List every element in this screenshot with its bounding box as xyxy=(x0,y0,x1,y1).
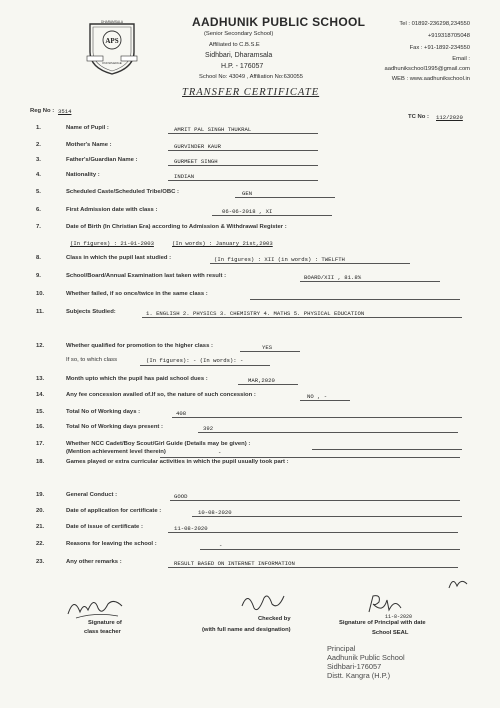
field-line-1 xyxy=(168,133,318,134)
field-value-22: - xyxy=(219,541,223,549)
field-line-14 xyxy=(300,400,350,401)
field-label-1: Name of Pupil : xyxy=(66,125,109,131)
field-value-8: (In figures) : XII (in words) : TWELFTH xyxy=(214,255,345,263)
field-line-12 xyxy=(240,351,300,352)
field-label-20: Date of application for certificate : xyxy=(66,508,162,514)
field-value-15: 408 xyxy=(176,409,187,417)
field-value-16: 392 xyxy=(203,424,214,432)
stamp-line-1: Principal xyxy=(327,644,356,653)
field-number-14: 14. xyxy=(36,392,45,398)
tc-no-value: 112/2020 xyxy=(436,114,463,121)
field-line-19 xyxy=(170,500,460,501)
field-line-20 xyxy=(192,516,462,517)
field-value-12: YES xyxy=(262,343,273,351)
school-email: aadhunikschool1995@gmail.com xyxy=(384,66,470,72)
field-line-21 xyxy=(168,532,458,533)
field-value-6: 06-06-2018 , XI xyxy=(222,207,273,215)
field-number-20: 20. xyxy=(36,508,45,514)
field-number-21: 21. xyxy=(36,524,45,530)
checked-by-label: Checked by xyxy=(258,616,291,622)
school-seal-label: School SEAL xyxy=(372,630,409,636)
field-label-15: Total No of Working days : xyxy=(66,409,141,415)
field-number-17: 17. xyxy=(36,441,45,447)
school-telephone: Tel : 01892-236298,234550 xyxy=(399,21,470,27)
field-line-22 xyxy=(200,549,460,550)
stamp-line-3: Sidhbari-176057 xyxy=(327,662,382,671)
field-value-5: GEN xyxy=(242,189,253,197)
promotion-class-line xyxy=(140,365,270,366)
dob-figures: (In figures) : 21-01-2003 xyxy=(70,240,154,247)
field-label-14: Any fee concession availed of.If so, the nature of such concession : xyxy=(66,392,256,398)
stamp-line-2: Aadhunik Public School xyxy=(327,653,405,662)
field-line-23 xyxy=(168,567,458,568)
principal-signature xyxy=(365,592,405,616)
field-value-14: NO , - xyxy=(307,392,328,400)
svg-text:DHARAMSALA: DHARAMSALA xyxy=(101,20,123,24)
field-number-15: 15. xyxy=(36,409,45,415)
field-line-13 xyxy=(238,384,298,385)
games-note: (Mention achievement level therein) xyxy=(66,449,166,455)
field-line-2 xyxy=(168,150,318,151)
school-name: AADHUNIK PUBLIC SCHOOL xyxy=(192,15,366,29)
field-label-16: Total No of Working days present : xyxy=(66,424,163,430)
school-subtitle: (Senior Secondary School) xyxy=(204,31,274,37)
field-number-12: 12. xyxy=(36,343,45,349)
reg-no-value: 3514 xyxy=(58,108,72,115)
field-number-11: 11. xyxy=(36,309,44,315)
field-line-3 xyxy=(168,165,318,166)
class-teacher-label-2: class teacher xyxy=(84,629,121,635)
principal-signature-label: Signature of Principal with date xyxy=(339,620,426,626)
svg-text:APS: APS xyxy=(105,37,119,45)
field-line-6 xyxy=(212,215,332,216)
field-number-22: 22. xyxy=(36,541,45,547)
field-label-9: School/Board/Annual Examination last taken with result : xyxy=(66,273,227,279)
school-town: Sidhbari, Dharamsala xyxy=(205,52,273,59)
field-number-8: 8. xyxy=(36,255,41,261)
field-line-4 xyxy=(168,180,318,181)
field-value-1: AMRIT PAL SINGH THUKRAL xyxy=(174,125,252,133)
field-label-13: Month upto which the pupil has paid school dues : xyxy=(66,376,208,382)
field-value-23: RESULT BASED ON INTERNET INFORMATION xyxy=(174,559,295,567)
field-line-17 xyxy=(312,449,462,450)
field-number-13: 13. xyxy=(36,376,45,382)
school-number: School No: 43049 , Affiliation No:630055 xyxy=(199,74,303,80)
field-label-10: Whether failed, if so once/twice in the same class : xyxy=(66,291,208,297)
field-value-19: GOOD xyxy=(174,492,188,500)
field-label-23: Any other remarks : xyxy=(66,559,122,565)
class-teacher-label-1: Signature of xyxy=(88,620,122,626)
principal-stamp xyxy=(327,644,405,680)
games-line xyxy=(160,457,460,458)
school-state-pin: H.P. - 176057 xyxy=(221,63,264,70)
remarks-initial-signature xyxy=(447,574,469,592)
field-label-8: Class in which the pupil last studied : xyxy=(66,255,172,261)
field-number-23: 23. xyxy=(36,559,45,565)
field-line-15 xyxy=(172,417,462,418)
field-value-20: 10-08-2020 xyxy=(198,508,232,516)
field-value-9: BOARD/XII , 81.8% xyxy=(304,273,362,281)
school-mobile: +919318705048 xyxy=(427,33,470,39)
promotion-class-label: If so, to which class xyxy=(66,357,118,363)
school-email-label: Email : xyxy=(452,56,470,62)
field-label-17: Whether NCC Cadet/Boy Scout/Girl Guide (Details may be given) : xyxy=(66,441,251,447)
field-line-9 xyxy=(300,281,440,282)
field-number-6: 6. xyxy=(36,207,41,213)
field-value-2: GURVINDER KAUR xyxy=(174,142,221,150)
field-number-19: 19. xyxy=(36,492,45,498)
field-number-16: 16. xyxy=(36,424,45,430)
principal-sign-date: 11-8-2020 xyxy=(385,614,413,620)
field-label-18: Games played or extra curricular activities in which the pupil usually took part : xyxy=(66,459,289,465)
field-label-12: Whether qualified for promotion to the higher class : xyxy=(66,343,213,349)
field-line-8 xyxy=(210,263,410,264)
field-label-2: Mother's Name : xyxy=(66,142,112,148)
field-label-22: Reasons for leaving the school : xyxy=(66,541,157,547)
field-label-11: Subjects Studied: xyxy=(66,309,116,315)
school-logo xyxy=(86,18,138,76)
field-number-9: 9. xyxy=(36,273,41,279)
stamp-line-4: Distt. Kangra (H.P.) xyxy=(327,671,391,680)
field-label-4: Nationality : xyxy=(66,172,100,178)
reg-no-label: Reg No : xyxy=(30,108,55,114)
promotion-class-value: (In figures): - (In words): - xyxy=(146,357,244,364)
field-value-21: 11-08-2020 xyxy=(174,524,208,532)
games-value: - xyxy=(218,449,222,456)
field-number-1: 1. xyxy=(36,125,41,131)
field-value-3: GURMEET SINGH xyxy=(174,157,218,165)
field-line-16 xyxy=(198,432,458,433)
field-number-10: 10. xyxy=(36,291,45,297)
field-number-2: 2. xyxy=(36,142,41,148)
checked-by-signature xyxy=(238,588,288,616)
field-line-11 xyxy=(142,317,462,318)
field-label-6: First Admission date with class : xyxy=(66,207,158,213)
svg-text:KNOWLEDGE: KNOWLEDGE xyxy=(102,61,122,65)
field-number-3: 3. xyxy=(36,157,41,163)
field-line-10 xyxy=(250,299,460,300)
field-value-11: 1. ENGLISH 2. PHYSICS 3. CHEMISTRY 4. MATHS 5. PHYSICAL EDUCATION xyxy=(146,309,365,317)
field-number-18: 18. xyxy=(36,459,45,465)
field-number-7: 7. xyxy=(36,224,41,230)
school-fax: Fax : +91-1892-234550 xyxy=(409,45,470,51)
field-label-5: Scheduled Caste/Scheduled Tribe/OBC : xyxy=(66,189,179,195)
field-number-4: 4. xyxy=(36,172,41,178)
field-label-19: General Conduct : xyxy=(66,492,118,498)
field-label-3: Father's/Guardian Name : xyxy=(66,157,138,163)
class-teacher-signature xyxy=(66,592,126,622)
dob-words: (In words) : January 21st,2003 xyxy=(172,240,273,247)
field-line-5 xyxy=(235,197,335,198)
field-value-4: INDIAN xyxy=(174,172,195,180)
field-label-7: Date of Birth (In Christian Era) according to Admission & Withdrawal Register : xyxy=(66,224,287,230)
tc-no-label: TC No : xyxy=(408,114,429,120)
certificate-title: TRANSFER CERTIFICATE xyxy=(182,87,320,98)
field-value-13: MAR,2020 xyxy=(248,376,275,384)
field-label-21: Date of issue of certificate : xyxy=(66,524,143,530)
school-website: WEB : www.aadhunikschool.in xyxy=(391,76,470,82)
checked-by-note: (with full name and designation) xyxy=(202,627,291,633)
school-affiliation: Affiliated to C.B.S.E xyxy=(209,42,260,48)
field-number-5: 5. xyxy=(36,189,41,195)
